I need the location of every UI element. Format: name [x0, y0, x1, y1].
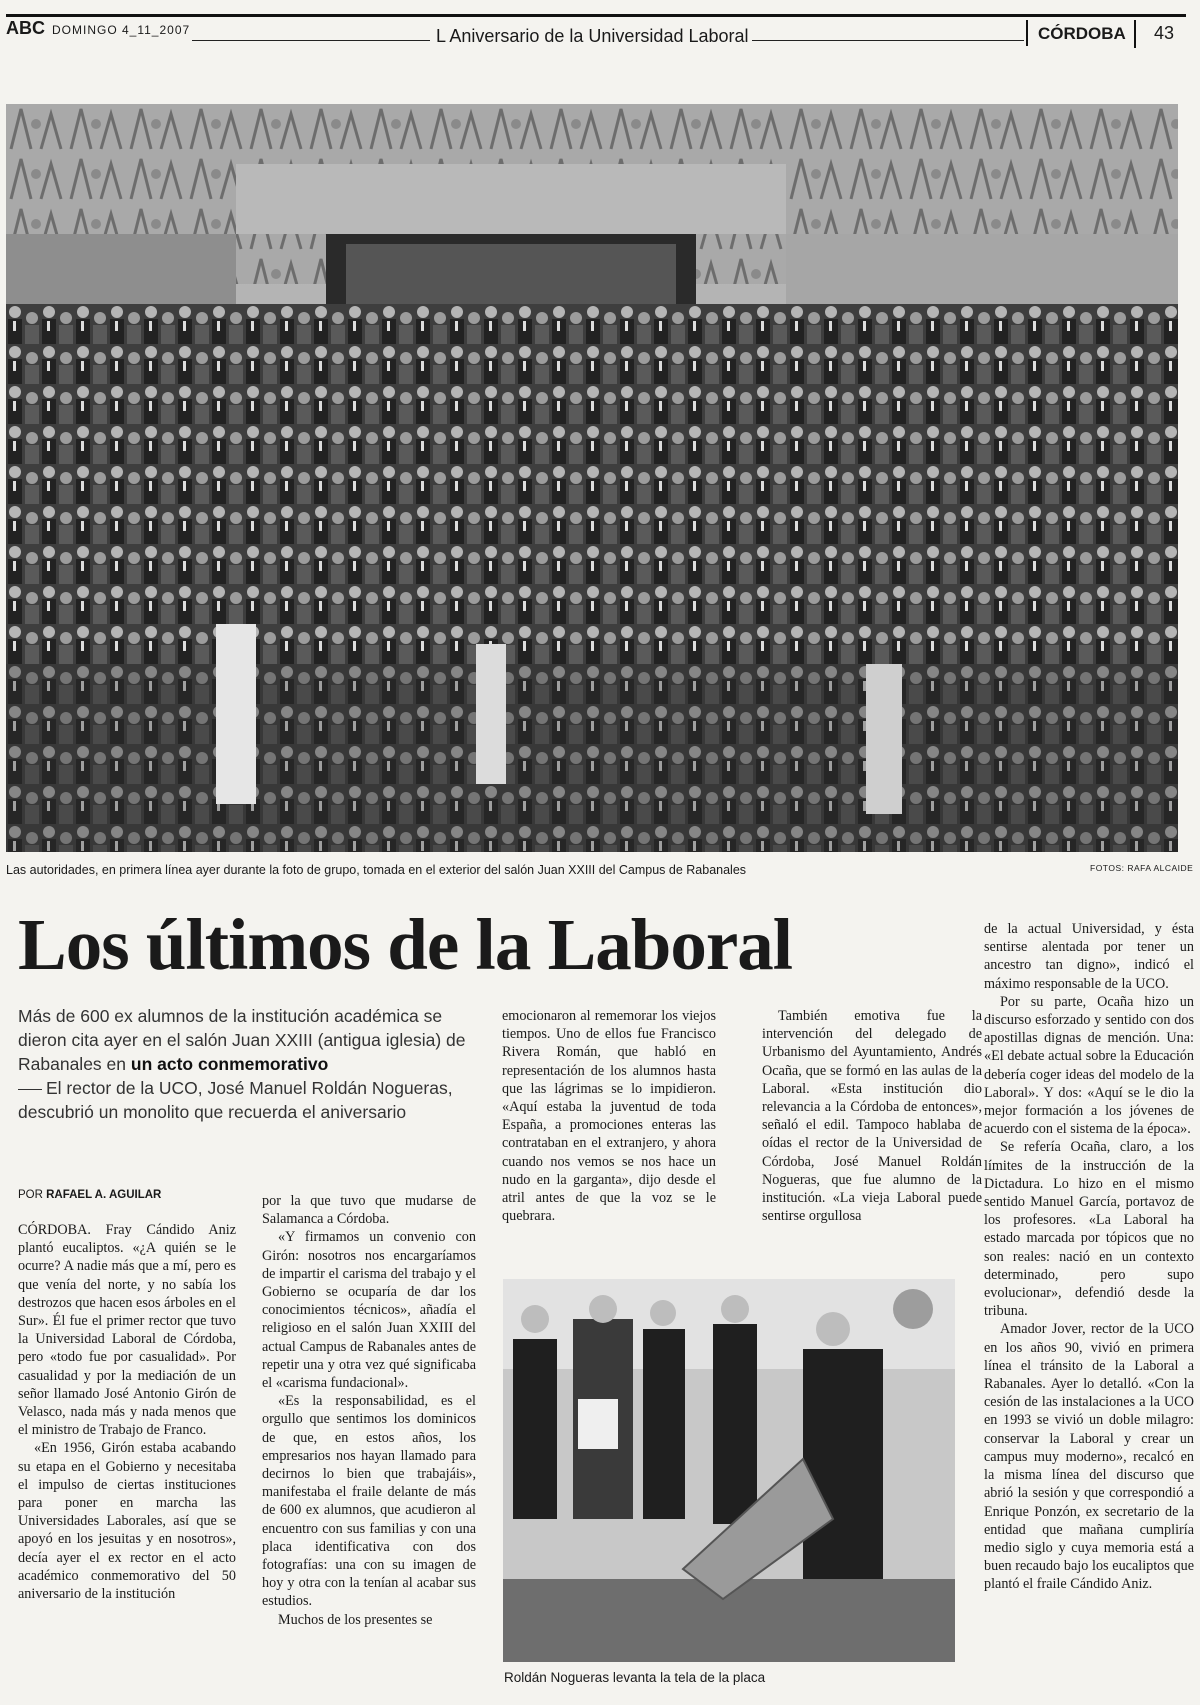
byline-author: RAFAEL A. AGUILAR [46, 1189, 162, 1201]
group-photo-illustration [6, 104, 1178, 852]
issue-date: DOMINGO 4_11_2007 [52, 23, 191, 37]
lead-text-1: Más de 600 ex alumnos de la institución académica se dieron cita ayer en el salón Juan XXIII (antigua iglesia) de Rabanales en [18, 1006, 466, 1074]
article-lead [18, 1004, 472, 1124]
plaque-photo-illustration [503, 1279, 955, 1662]
byline-prefix: POR [18, 1189, 47, 1201]
article-headline: Los últimos de la Laboral [18, 904, 793, 985]
paragraph: Amador Jover, rector de la UCO en los años 90, vivió en primera línea el tránsito de la Laboral a Rabanales. Ayer lo detalló. «Con la cesión de las instalaciones a la UCO en 1993 se vivió un doble milagro: conservar la Laboral y crear un campus muy moderno», recalcó en la misma línea del discurso que abrió la sesión y que correspondió a Enrique Ponzón, ex secretario de la entidad que mañana cumpliría medio siglo y cuya memoria está a buen recaudo bajo los eucaliptos que plantó el fraile Cándido Aniz. [984, 1321, 1194, 1593]
lead-text-2: El rector de la UCO, José Manuel Roldán Nogueras, descubrió un monolito que recuerda el aniversario [18, 1078, 453, 1122]
paragraph: emocionaron al rememorar los viejos tiempos. Uno de ellos fue Francisco Rivera Román, que habló en representación de los alumnos hasta que las lágrimas se lo impidieron. «Aquí estaba la juventud de toda España, a promociones enteras las contrataban en el extranjero, y ahora cuando nos vemos se nos hace un nudo en la garganta», dijo desde el atril antes de que la voz se le quebrara. [502, 1008, 716, 1225]
paragraph: Por su parte, Ocaña hizo un discurso esforzado y sentido con dos apostillas dignas de mención. Una: «El debate actual sobre la Educación debería coger ideas del modelo de la Laboral». Y dos: «Aquí se le dio la mejor formación a los jóvenes de acuerdo con el sistema de la época». [984, 993, 1194, 1138]
page-number: 43 [1154, 23, 1175, 43]
article-column-4 [762, 1007, 982, 1225]
photo-caption: Las autoridades, en primera línea ayer durante la foto de grupo, tomada en el exterior del salón Juan XXIII del Campus de Rabanales [6, 863, 747, 877]
page-number-divider [1134, 20, 1136, 48]
group-photo [6, 104, 1178, 852]
article-column-3 [502, 1007, 716, 1225]
byline [18, 1189, 161, 1201]
header-divider-right [752, 40, 1024, 41]
article-column-5 [984, 920, 1194, 1594]
section-title: L Aniversario de la Universidad Laboral [436, 26, 749, 46]
paragraph: CÓRDOBA. Fray Cándido Aniz plantó eucaliptos. «¿A quién se le ocurre? A nadie más que a mí, pero es que venía del norte, y no sabía los destrozos que hacen esos árboles en el Sur». Él fue el primer rector que tuvo la Universidad Laboral de Córdoba, pero «todo fue por casualidad». Por casualidad y por la mediación de un señor llamado José Antonio Girón de Velasco, nada más y nada menos que el ministro de Trabajo de Franco. [18, 1222, 236, 1439]
photo-credit: FOTOS: RAFA ALCAIDE [1090, 863, 1194, 873]
paragraph: También emotiva fue la intervención del delegado de Urbanismo del Ayuntamiento, Andrés Ocaña, que se formó en las aulas de la Laboral. «Esta institución dio relevancia a la Córdoba de entonces», señaló el edil. Tampoco hablaba de oídas el rector de la Universidad de Córdoba, José Manuel Roldán Nogueras, que fue alumno de la institución. «La vieja Laboral puede sentirse orgullosa [762, 1008, 982, 1225]
paragraph: «Es la responsabilidad, es el orgullo que sentimos los dominicos de que, en estos años, los empresarios nos hayan llamado para decirnos lo bien que trabajáis», manifestaba el fraile delante de más de 600 ex alumnos, que acudieron al encuentro con sus familias y con una placa identificativa con dos fotografías: una con su imagen de hoy y otra con la tenían al acabar sus estudios. [262, 1393, 476, 1610]
paragraph: de la actual Universidad, y ésta sentirse alentada por tener un ancestro tan digno», indicó el máximo responsable de la UCO. [984, 921, 1194, 992]
lead-dash [18, 1089, 42, 1090]
section-name: CÓRDOBA [1038, 24, 1126, 43]
header-rule [6, 14, 1186, 17]
plaque-photo-caption: Roldán Nogueras levanta la tela de la placa [504, 1670, 766, 1685]
article-column-2 [262, 1192, 476, 1629]
lead-bold: un acto conmemorativo [130, 1054, 329, 1074]
plaque-photo [503, 1279, 955, 1662]
header-divider-left [192, 40, 430, 41]
paragraph: por la que tuvo que mudarse de Salamanca a Córdoba. [262, 1193, 476, 1228]
paragraph: Muchos de los presentes se [278, 1611, 433, 1628]
paragraph: «En 1956, Girón estaba acabando su etapa en el Gobierno y necesitaba el impulso de ciertas instituciones para poner en marcha las Universidades Laborales, así que se apoyó en los jesuitas y en nosotros», decía ayer el ex rector en el acto académico conmemorativo del 50 aniversario de la institución [18, 1440, 236, 1603]
brand-logo: ABC [6, 18, 45, 38]
paragraph: Se refería Ocaña, claro, a los límites de la instrucción de la Dictadura. Lo hizo en el mismo sentido Manuel García, portavoz de los profesores. «La Laboral ha estado marcada por tópicos que no son reales: nació en un contexto determinado, pero supo evolucionar», defendió desde la tribuna. [984, 1139, 1194, 1320]
article-column-1 [18, 1221, 236, 1603]
paragraph: «Y firmamos un convenio con Girón: nosotros nos encargaríamos de impartir el carisma del trabajo y el Gobierno se ocuparía de dar los conocimientos técnicos», añadía el religioso en el salón Juan XXIII del actual Campus de Rabanales antes de repetir una y otra vez qué significaba el «carisma fundacional». [262, 1229, 476, 1392]
